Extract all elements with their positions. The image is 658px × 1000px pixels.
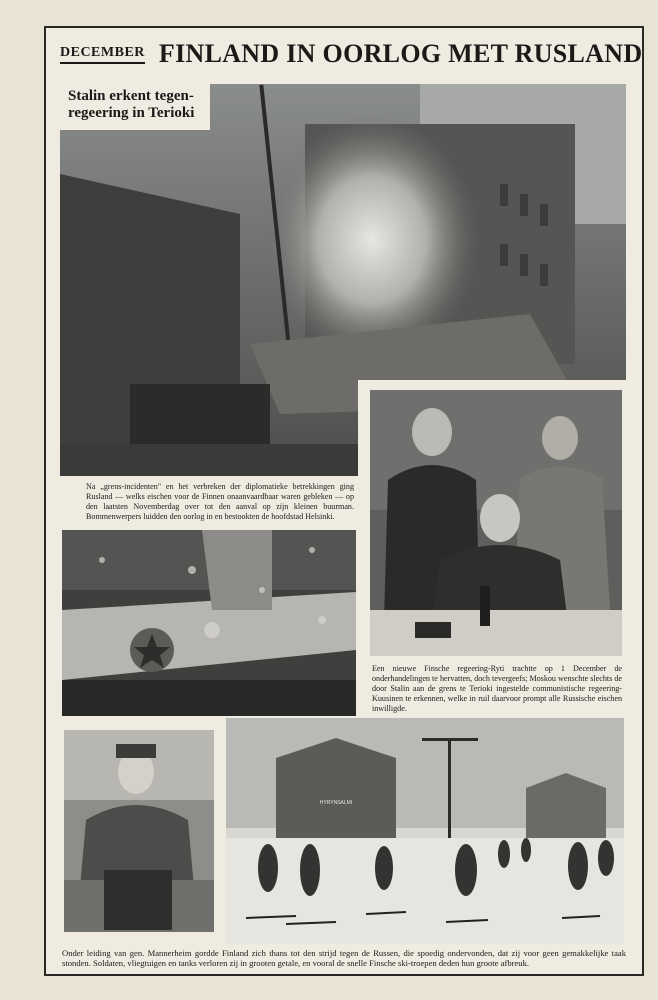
station-sign: HYRYNSALMI <box>319 800 353 806</box>
mannerheim-portrait-photo <box>64 730 214 932</box>
page-headline: FINLAND IN OORLOG MET RUSLAND <box>158 39 643 68</box>
top-photo-caption: Na „grens-incidenten" en het verbreken der diplomatieke betrekkingen ging Rusland — welks eischen voor de Finnen onaanvaardbaar waren gebleken — op den laatsten Novemberdag over tot den aanval op zijn kleinen buurman. Bommenwerpers luidden den oorlog in en bestookten de hoofdstad Helsinki. <box>86 482 354 521</box>
bottom-caption: Onder leiding van gen. Mannerheim gordde Finland zich thans tot den strijd tegen de Russen, die spoedig ondervonden, dat zij voor geen gemakkelijke taak stonden. Soldaten, vliegtuigen en tanks verloren zij in grooten getale, en vooral de snelle Finsche ski-troepen deden hun groote afbreuk. <box>62 948 626 968</box>
ski-troops-photo <box>226 718 624 944</box>
top-subhead-line1: Stalin erkent tegen- <box>68 88 194 104</box>
month-label: DECEMBER <box>60 45 145 64</box>
signing-photo <box>370 390 622 656</box>
aircraft-wreck-photo <box>62 530 356 716</box>
signing-photo-caption: Een nieuwe Finsche regeering-Ryti trachtte op 1 December de onderhandelingen te hervatten, doch tevergeefs; Moskou wenschte slechts de door Stalin aan de grens te Terioki ingestelde communistische regeering-Kuusinen te erkennen, welke in ruil daarvoor prompt alle Russische eischen inwilligde. <box>372 664 622 713</box>
newspaper-page <box>44 26 644 976</box>
top-subhead-line2: regeering in Terioki <box>68 105 195 121</box>
top-subhead-box <box>60 84 210 130</box>
page-header <box>60 34 643 74</box>
